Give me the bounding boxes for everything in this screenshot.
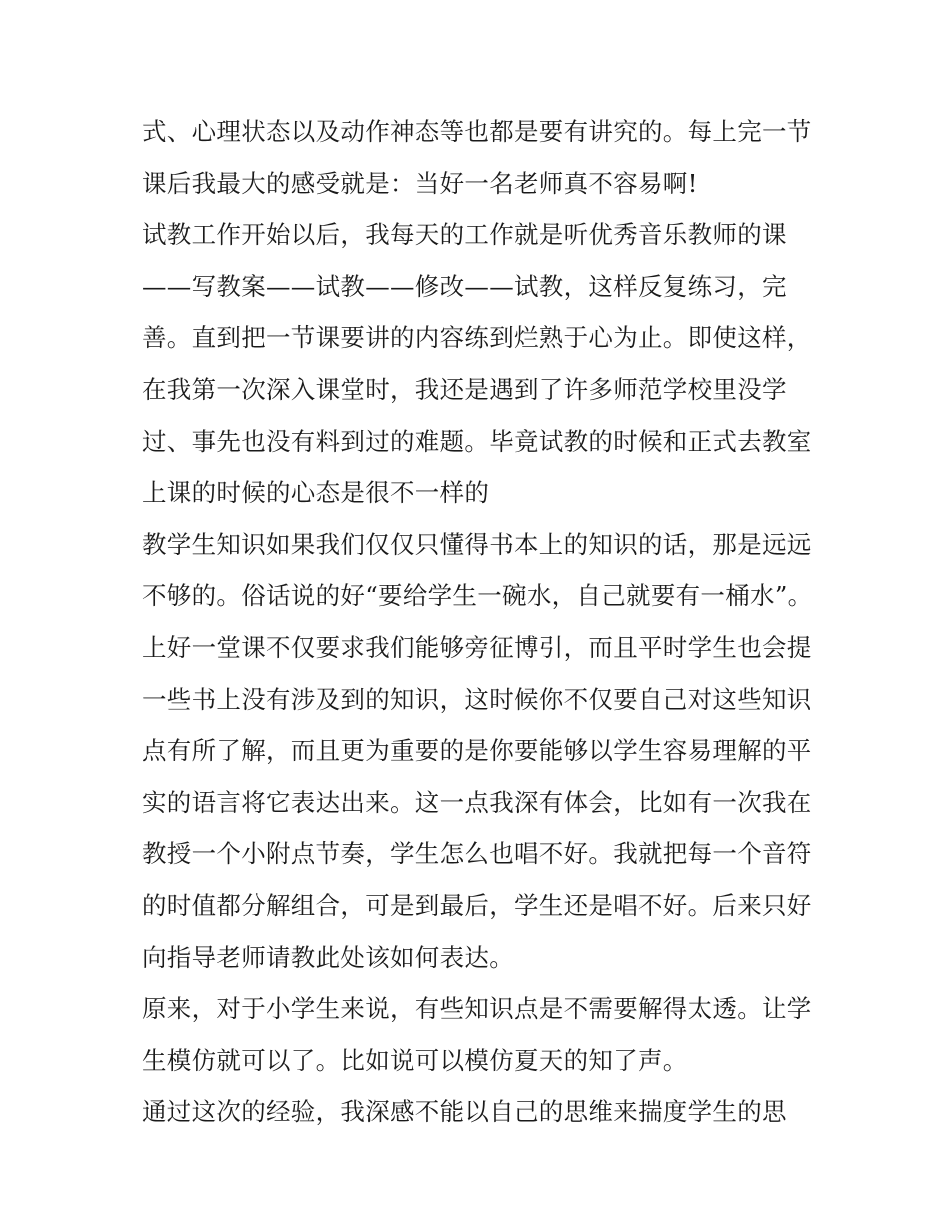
text-line: 式、心理状态以及动作神态等也都是要有讲究的。每上完一节 (142, 117, 812, 146)
text-line: 向指导老师请教此处该如何表达。 (142, 942, 514, 972)
text-line: 试教工作开始以后，我每天的工作就是听优秀音乐教师的课 (142, 220, 787, 250)
text-line: 上好一堂课不仅要求我们能够旁征博引，而且平时学生也会提 (142, 632, 812, 662)
text-line: 原来，对于小学生来说，有些知识点是不需要解得太透。让学 (142, 994, 812, 1024)
text-line: 过、事先也没有料到过的难题。毕竟试教的时候和正式去教室 (142, 426, 812, 456)
text-line: 生模仿就可以了。比如说可以模仿夏天的知了声。 (142, 1045, 688, 1075)
text-line: 上课的时候的心态是很不一样的 (142, 478, 490, 508)
text-line: 一些书上没有涉及到的知识，这时候你不仅要自己对这些知识 (142, 684, 812, 714)
text-line: 教授一个小附点节奏，学生怎么也唱不好。我就把每一个音符 (142, 839, 812, 869)
text-line: 教学生知识如果我们仅仅只懂得书本上的知识的话，那是远远 (142, 529, 812, 559)
text-line: 实的语言将它表达出来。这一点我深有体会，比如有一次我在 (142, 787, 812, 817)
text-line: 通过这次的经验，我深感不能以自己的思维来揣度学生的思 (142, 1097, 787, 1127)
body-text (142, 106, 822, 1138)
text-line: 的时值都分解组合，可是到最后，学生还是唱不好。后来只好 (142, 890, 812, 920)
text-line: 善。直到把一节课要讲的内容练到烂熟于心为止。即使这样， (142, 323, 812, 353)
text-line: 点有所了解，而且更为重要的是你要能够以学生容易理解的平 (142, 736, 812, 766)
text-line: ——写教案——试教——修改——试教，这样反复练习，完 (142, 271, 787, 301)
text-line: 在我第一次深入课堂时，我还是遇到了许多师范学校里没学 (142, 374, 787, 404)
text-line: 不够的。俗话说的好“要给学生一碗水，自己就要有一桶水”。 (142, 581, 813, 611)
text-line: 课后我最大的感受就是：当好一名老师真不容易啊! (142, 168, 698, 198)
